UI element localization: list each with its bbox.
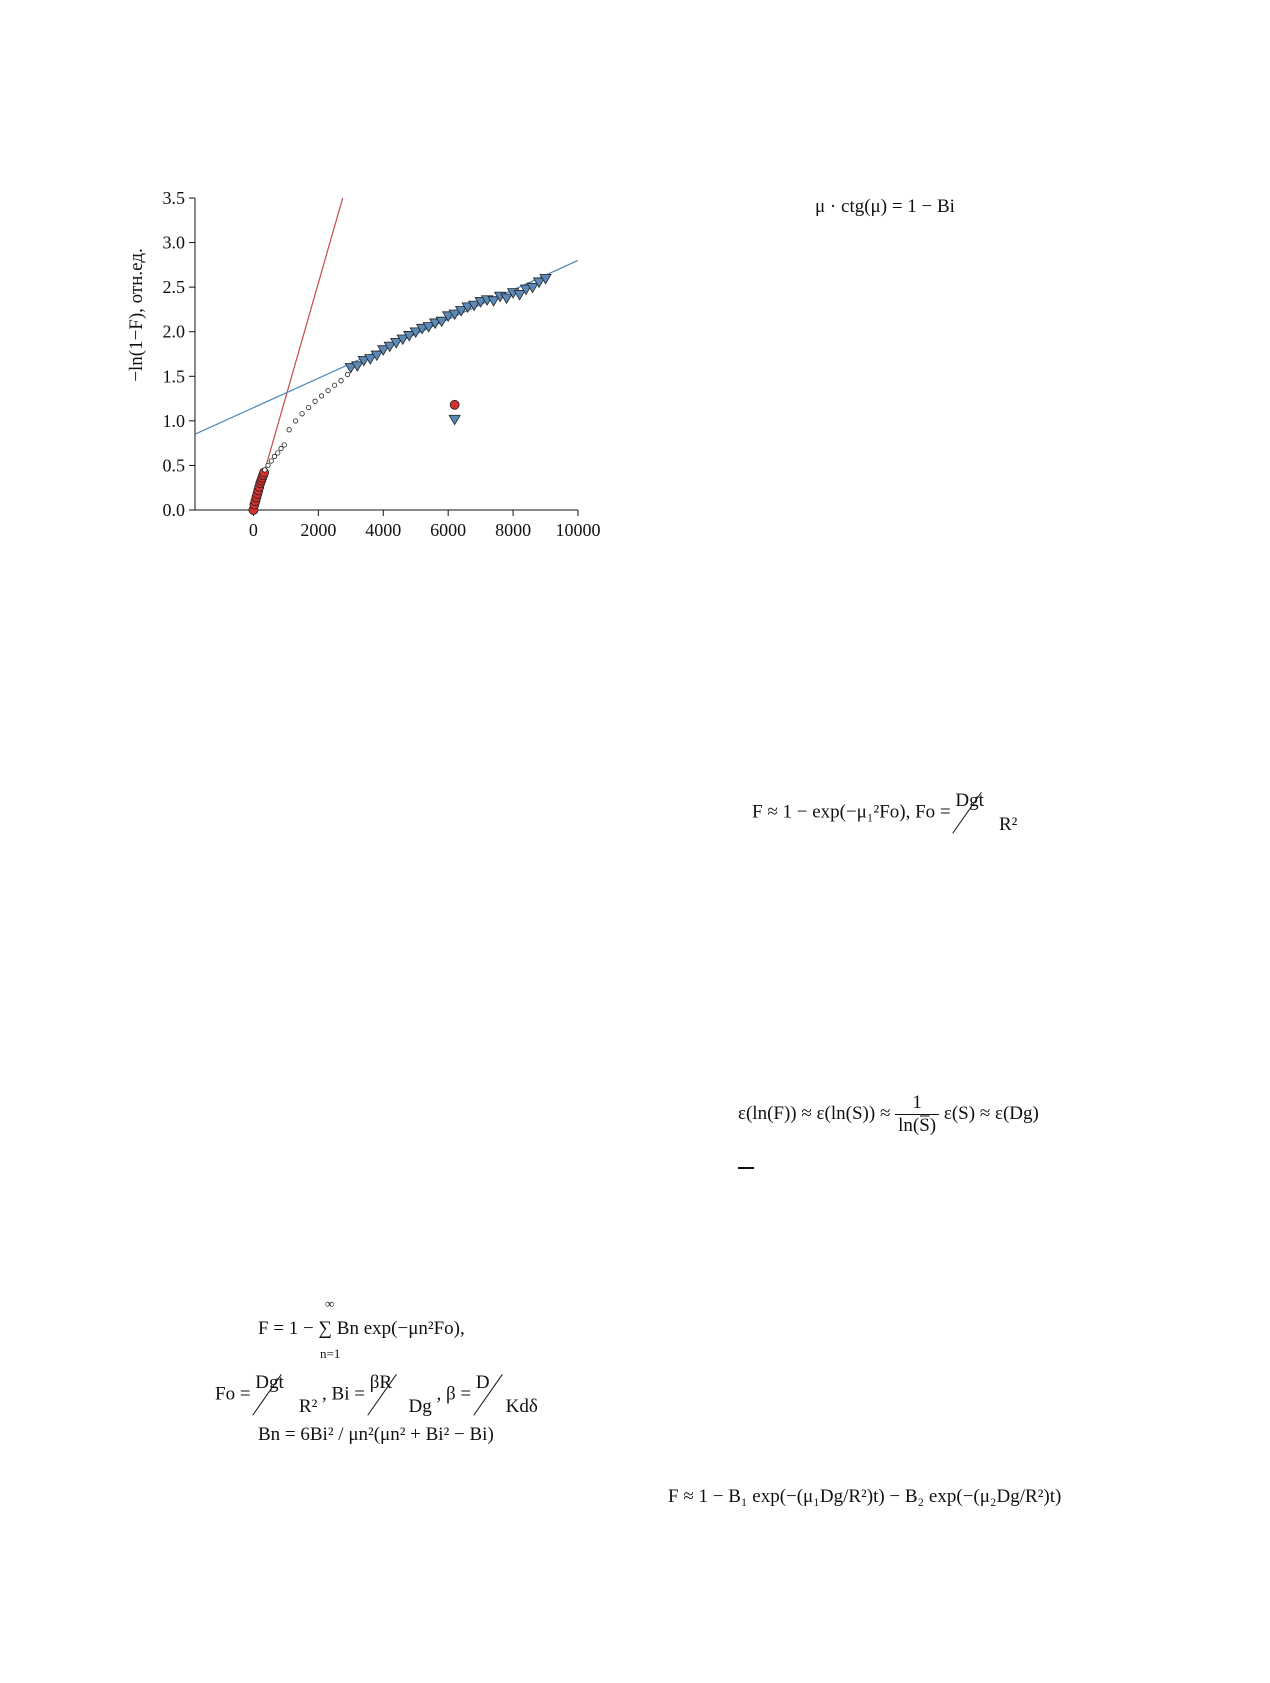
y-tick-label: 2.5: [162, 277, 185, 298]
y-tick-label: 1.0: [162, 410, 185, 431]
fraction-fo: [955, 790, 1017, 836]
data-point-series-2: [282, 443, 286, 447]
fraction-bi: [370, 1372, 432, 1418]
fraction-fo-numerator: Dgt: [955, 790, 984, 811]
equation-f-approx-fo: [752, 790, 1017, 836]
fraction-bi-denominator: Dg: [408, 1396, 432, 1417]
equation-fo-bi-beta: [215, 1372, 538, 1418]
data-point-series-3: [501, 294, 512, 303]
data-point-series-2: [293, 419, 297, 423]
fraction-epsilon-denominator: ln(S̅): [898, 1115, 937, 1136]
x-tick-label: 0: [248, 520, 258, 540]
fraction-fo-denominator: R²: [999, 814, 1018, 835]
equation-epsilon-lhs: ε(ln(F)) ≈ ε(ln(S)) ≈: [738, 1102, 891, 1124]
x-tick-label: 4000: [365, 520, 402, 540]
equation-epsilon: [738, 1092, 1039, 1137]
fraction-fo-2-numerator: Dgt: [255, 1372, 284, 1393]
y-tick-label: 0.5: [162, 455, 185, 476]
legend-marker-2: [449, 415, 460, 424]
y-tick-label: 3.5: [162, 188, 185, 208]
data-point-series-2: [269, 459, 273, 463]
data-point-series-2: [313, 399, 317, 403]
x-tick-label: 8000: [495, 520, 532, 540]
equation-two-term-text: F ≈ 1 − B₁ exp(−(μ₁Dg/R²)t) − B₂ exp(−(μ₂Dg/R²)t): [668, 1486, 1062, 1507]
equation-epsilon-rhs: ε(S) ≈ ε(Dg): [943, 1102, 1039, 1124]
fraction-epsilon: [895, 1092, 939, 1137]
equation-fo-label: Fo =: [215, 1383, 251, 1405]
data-point-series-2: [326, 388, 330, 392]
fit-lines: [195, 198, 578, 510]
equation-bn-text: Bn = 6Bi² / μn²(μn² + Bi² − Bi): [258, 1424, 494, 1445]
x-tick-label: 2000: [300, 520, 337, 540]
data-point-series-2: [279, 446, 283, 450]
sum-lower-limit: [320, 1346, 340, 1362]
dash-mark: [738, 1167, 754, 1169]
equation-bi-label: , Bi =: [322, 1383, 365, 1405]
data-point-series-2: [332, 383, 336, 387]
data-point-series-2: [319, 394, 323, 398]
x-tick-label: 6000: [430, 520, 467, 540]
equation-mu-ctg-text: μ · ctg(μ) = 1 − Bi: [815, 196, 955, 217]
data-point-series-2: [339, 379, 343, 383]
sum-upper-limit-text: ∞: [325, 1296, 335, 1311]
equation-series-line1: F = 1 − ∑ Bn exp(−μn²Fo),: [258, 1318, 465, 1339]
sum-lower-limit-text: n=1: [320, 1346, 341, 1361]
data-point-series-2: [300, 412, 304, 416]
fraction-beta: [476, 1372, 538, 1418]
data-point-series-2: [306, 405, 310, 409]
fraction-epsilon-numerator: 1: [895, 1092, 939, 1115]
x-tick-label: 10000: [555, 520, 601, 540]
fraction-beta-denominator: Kdδ: [505, 1396, 538, 1417]
data-point-series-2: [266, 463, 270, 467]
fraction-fo-2: [255, 1372, 317, 1418]
equation-mu-ctg: [815, 196, 955, 218]
data-point-series-2: [272, 454, 276, 458]
fraction-beta-numerator: D: [475, 1372, 490, 1393]
fraction-fo-2-denominator: R²: [298, 1396, 318, 1417]
y-tick-label: 1.5: [162, 366, 185, 387]
data-point-series-2: [287, 428, 291, 432]
data-point-series-2: [345, 372, 349, 376]
equation-bn: [258, 1424, 494, 1446]
equation-f-approx-lhs: F ≈ 1 − exp(−μ₁²Fo), Fo =: [752, 801, 951, 823]
data-point-series-3: [514, 290, 525, 299]
y-tick-label: 3.0: [162, 232, 185, 253]
fraction-bi-numerator: βR: [369, 1372, 393, 1393]
equation-beta-label: , β =: [436, 1383, 472, 1405]
data-points: [249, 274, 551, 514]
scatter-chart: [110, 170, 630, 570]
y-tick-label: 0.0: [162, 500, 185, 520]
data-point-series-2: [276, 451, 280, 455]
chart-axes: [163, 188, 601, 540]
legend-marker-1: [450, 400, 459, 409]
equation-two-term: [668, 1486, 1061, 1508]
sum-upper-limit: [325, 1296, 334, 1312]
equation-series-sum: [258, 1318, 465, 1340]
y-axis-label: −ln(1−F), отн.ед.: [126, 248, 147, 382]
data-point-series-2: [263, 468, 267, 472]
y-tick-label: 2.0: [162, 321, 185, 342]
